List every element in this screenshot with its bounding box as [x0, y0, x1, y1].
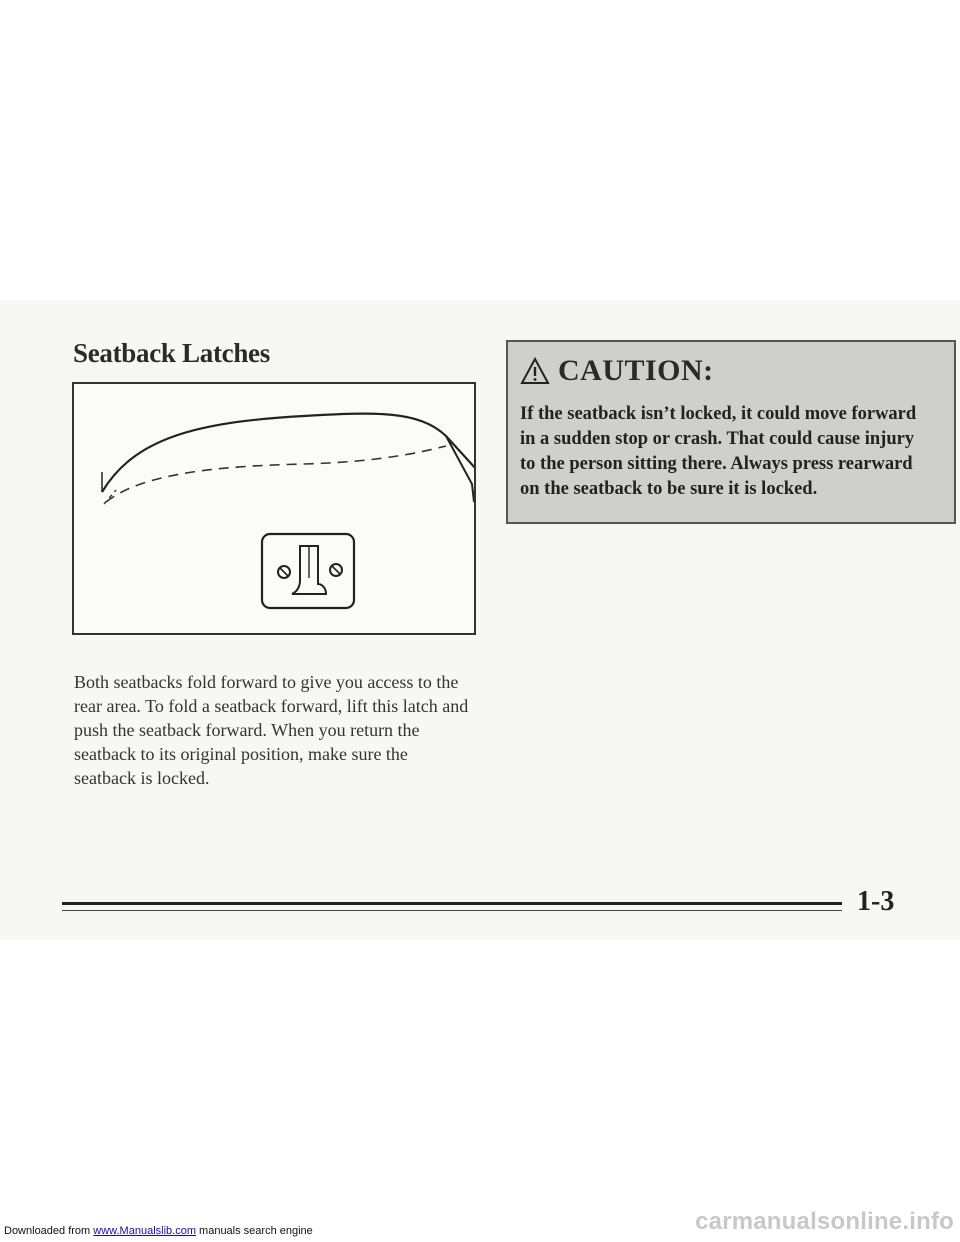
section-heading: Seatback Latches — [73, 338, 270, 368]
seatback-latch-illustration — [74, 384, 474, 633]
latch-icon — [262, 534, 354, 608]
body-paragraph: Both seatbacks fold forward to give you access to the rear area. To fold a seatback forward, lift this latch and push the seatback forward. When you return the seatback to its original position, make sure the seatback is locked. — [74, 672, 469, 788]
seatback-latch-figure — [72, 382, 476, 635]
caution-box — [506, 340, 956, 524]
footer-rule-thick — [62, 902, 842, 905]
warning-triangle-icon — [520, 357, 550, 385]
caution-header — [520, 354, 714, 388]
caution-title: CAUTION: — [558, 354, 714, 387]
footer-prefix: Downloaded from — [4, 1225, 94, 1237]
footer-suffix: manuals search engine — [195, 1225, 313, 1237]
manualslib-link[interactable]: www.Manualslib.com — [93, 1225, 196, 1237]
page-number: 1-3 — [857, 886, 895, 917]
download-footer — [4, 1225, 313, 1237]
footer-rule-thin — [62, 910, 842, 911]
watermark: carmanualsonline.info — [695, 1208, 954, 1235]
caution-text: If the seatback isn’t locked, it could move forward in a sudden stop or crash. That could cause injury to the person sitting there. Always press rearward on the seatback to be sure it is locked. — [520, 404, 917, 499]
